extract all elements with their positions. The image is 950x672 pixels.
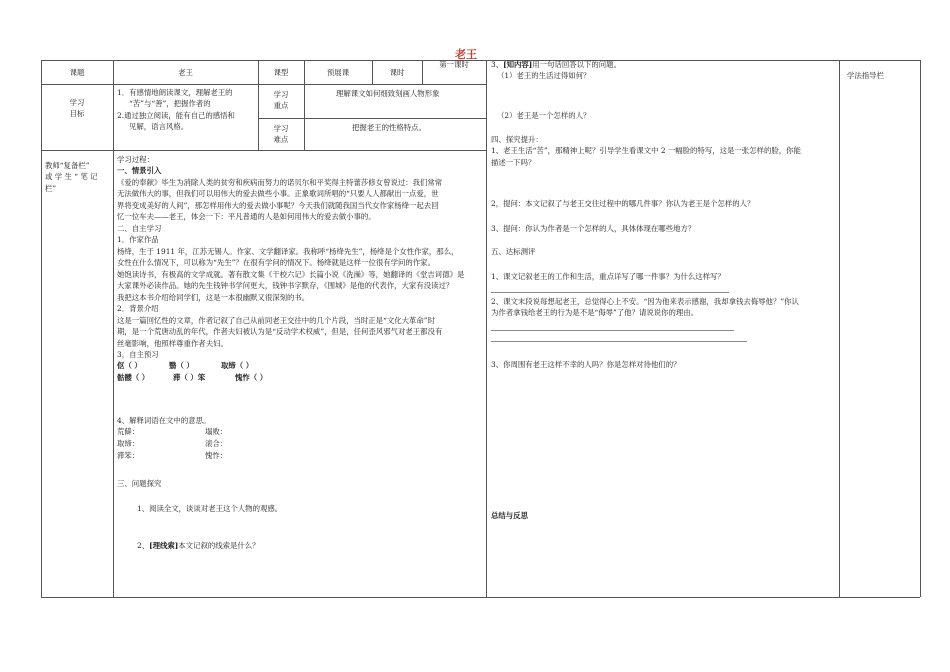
topic-label: 课题: [69, 68, 85, 77]
pronunciation-item: 滞（ ）笨: [173, 373, 206, 383]
difficulty-text: 把握老王的性格特点。: [352, 123, 426, 132]
key-point-text: 理解课文如何细致刻画人物形象: [336, 89, 440, 98]
goals-label: 学习 目标: [69, 98, 85, 119]
sub-heading: 2．背景介绍: [117, 304, 159, 314]
list-item: 见解，语言风格。: [129, 122, 189, 132]
pronunciation-item: 伛（ ）: [117, 361, 142, 371]
document-title: 老王: [455, 48, 477, 61]
section-heading: 二、自主学习: [117, 223, 162, 233]
summary-heading: 总结与反思: [491, 511, 528, 520]
pronunciation-item: 取缔（ ）: [221, 361, 254, 371]
pronunciation-item: 愧怍（ ）: [235, 373, 268, 383]
paragraph-line: 我把这本书介绍给同学们，这是一本很幽默又很深刻的书。: [117, 292, 310, 302]
pronunciation-row: [117, 360, 464, 372]
section-heading: 四、探究提升：: [491, 135, 543, 144]
sub-heading: 3，自主预习: [117, 349, 159, 359]
type-label: 课型: [273, 68, 289, 77]
hours-value: 第一课时: [439, 60, 469, 69]
explore-question-2: 2，提问：本文记叙了与老王交往过程中的哪几件事？你认为老王是个怎样的人？: [491, 199, 755, 208]
paragraph-line: 描述一下吗？: [491, 157, 536, 167]
pronunciation-item: 翳（ ）: [169, 361, 194, 371]
pronunciation-row: [117, 372, 464, 384]
type-value: 预展课: [326, 68, 350, 77]
vocab-section: [117, 415, 228, 462]
side-column-label: 学法指导栏: [847, 71, 884, 80]
vocab-row: 荒僻： 塌败：: [117, 427, 228, 437]
question-tag: [知内容]: [503, 60, 533, 69]
list-item: 1．有感情地朗读课文，理解老王的: [117, 88, 233, 97]
topic-value: 老王: [178, 68, 193, 77]
vocab-row: 滞笨： 愧怍：: [117, 451, 228, 461]
paragraph-line: 女性在什么情况下，可以称为“先生”？在很有学问的情况下。杨绛就是这样一位很有学问的作家。: [117, 258, 435, 268]
paragraph-line: 杨绛，生于 1911 年，江苏无锡人。作家、文学翻译家。我称呼“杨绛先生”，杨绛是个女性作家，那么，: [117, 246, 459, 256]
learning-process: [117, 154, 464, 384]
question-3: 3、[知内容]用一句话回答以下的问题。 （1）老王的生活过得如何？: [491, 60, 621, 81]
question-2: 2、[理线索]本文记叙的线索是什么？: [137, 541, 260, 550]
section-heading: 一、情景引入: [117, 166, 162, 176]
goals-list: [117, 87, 235, 133]
sub-question: （1）老王的生活过得如何？: [497, 71, 591, 81]
section-heading: 三、问题探究: [117, 479, 162, 488]
answer-line: [491, 330, 734, 331]
answer-line: [491, 292, 729, 293]
test-question-3: 3、你周围有老王这样不幸的人吗？你是怎样对待他们的？: [491, 360, 681, 369]
process-heading: 学习过程：: [117, 155, 154, 164]
pronunciation-item: 骷髅（ ）: [117, 373, 150, 383]
sub-heading: 4、解释词语在文中的意思。: [117, 416, 211, 425]
list-item: “苦”与“善”，把握作者的: [129, 99, 211, 109]
explore-question-3: 3、提问：你认为作者是一个怎样的人，具体体现在哪些地方？: [491, 224, 696, 233]
question-1: 1、阅读全文，谈谈对老王这个人物的观感。: [137, 504, 283, 513]
paragraph-line: 忆一位车夫——老王，体会一下：平凡普通的人是如何用伟大的爱去做小事的。: [117, 212, 376, 222]
question-tag: [理线索]: [149, 541, 179, 550]
sub-heading: 1．作家作品: [117, 235, 159, 245]
test-question-2: 2、课文末段说每想起老王，总觉得心上不安。“因为他来表示感谢，我却拿钱去侮辱他？”你认 为作者拿钱给老王的行为是不是“侮辱”了他？请说说你的理由。: [491, 297, 799, 318]
hours-label: 课时: [389, 68, 405, 77]
paragraph-line: 界将变成美好的人间”，那怎样用伟大的爱去做小事呢？今天我们就随我国当代女作家杨绛一起去回: [117, 200, 439, 210]
key-point-label: 学习 重点: [273, 90, 289, 111]
paragraph-line: 丝毫影响，他照样尊重作者夫妇。: [117, 338, 228, 348]
list-item: 2.通过独立阅读，能有自己的感悟和: [117, 110, 235, 120]
difficulty-label: 学习 难点: [273, 124, 289, 145]
vocab-row: 取缔： 滚合：: [117, 439, 228, 449]
note-column-label: 教师“复备栏” 或 学 生 “ 笔 记 栏”: [45, 161, 98, 193]
section-heading: 五、达标测评: [491, 247, 536, 256]
paragraph-line: 《爱的奉献》毕生为消除人类的贫穷和疾病而努力的诺贝尔和平奖得主特蕾莎修女曾说过：我们常常: [117, 177, 443, 187]
sub-question: （2）老王是一个怎样的人？: [497, 111, 591, 120]
paragraph-line: 她饱读诗书，有极高的文学成就。著有散文集《干校六记》长篇小说《洗澡》等，她翻译的《堂吉诃德》是: [117, 269, 465, 279]
paragraph-line: 大家课外必读作品。她的先生钱钟书学问更大，钱钟书字默存，《围城》是他的代表作，大家有没读过？: [117, 281, 454, 291]
paragraph-line: 这是一篇回忆性的文章，作者记叙了自己从前同老王交往中的几个片段，当时正是“文化大革命”时: [117, 315, 435, 325]
test-question-1: 1、课文记叙老王的工作和生活，重点详写了哪一件事？为什么这样写？: [491, 272, 725, 281]
paragraph-line: 1、老王生活“苦”，那精神上呢？引导学生看课文中 2 一幅脸的特写，这是一张怎样的脸，你能: [491, 146, 801, 156]
paragraph-line: 无法做伟大的事，但我们可以用伟大的爱去做些小事。正象歌词所唱的“只要人人都献出一点爱，世: [117, 189, 439, 199]
answer-line: [491, 341, 747, 342]
explore-section: [491, 134, 801, 168]
paragraph-line: 期，是一个荒唐动乱的年代，作者夫妇被认为是“反动学术权威”，但是，任何歪风邪气对老王都没有: [117, 327, 443, 337]
